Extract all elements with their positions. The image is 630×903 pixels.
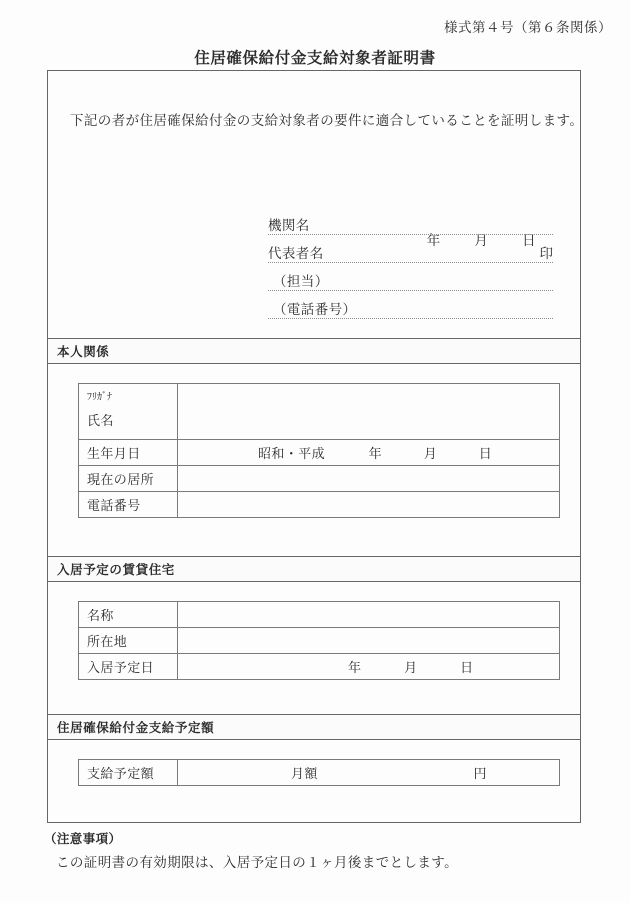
person-birthdate-month-label: 月 [423,446,438,461]
issuer-phone-seal [549,318,553,319]
person-info-table [78,383,560,518]
notes-body: この証明書の有効期限は、入居予定日の１ヶ月後までとします。 [56,855,459,870]
issuer-organization-label: 機関名 [268,218,310,233]
issue-date-month-label: 月 [474,233,489,248]
table-row [79,466,560,492]
issuer-signature-block [268,207,553,319]
person-name-label-cell [79,384,178,440]
housing-location-input[interactable] [178,628,560,654]
person-current-residence-input[interactable] [178,466,560,492]
person-phone-label: 電話番号 [79,492,178,518]
section-header-amount [48,714,580,740]
table-row [79,384,560,440]
section-header-person [48,338,580,364]
housing-location-label: 所在地 [79,628,178,654]
monthly-amount-label: 月額 [291,766,318,781]
section-header-housing-label: 入居予定の賃貸住宅 [57,563,175,577]
issuer-phone-row[interactable] [268,291,553,319]
housing-info-table [78,601,560,680]
person-birthdate-input[interactable] [178,440,560,466]
person-name-input[interactable] [178,384,560,440]
table-row [79,760,560,786]
issue-date-year-label: 年 [426,233,441,248]
document-title: 住居確保給付金支給対象者証明書 [194,50,436,67]
housing-movein-date-input[interactable] [178,654,560,680]
issuer-contact-person-row[interactable] [268,263,553,291]
table-row [79,602,560,628]
person-birthdate-year-label: 年 [368,446,383,461]
issuer-representative-row[interactable] [268,235,553,263]
issuer-phone-label: （電話番号） [273,302,357,317]
housing-movein-month-label: 月 [404,660,418,675]
currency-unit-label: 円 [473,766,487,781]
issue-date-day-label: 日 [522,233,536,248]
issuer-organization-seal [549,234,553,235]
planned-amount-label: 支給予定額 [79,760,178,786]
section-header-housing [48,556,580,582]
housing-movein-day-label: 日 [460,660,474,675]
housing-movein-date-label: 入居予定日 [79,654,178,680]
person-phone-input[interactable] [178,492,560,518]
amount-info-table [78,759,560,786]
table-row [79,440,560,466]
person-name-label: 氏名 [87,413,114,428]
certification-sentence: 下記の者が住居確保給付金の支給対象者の要件に適合していることを証明します。 [70,113,584,128]
seal-mark-icon: 印 [539,246,553,261]
table-row [79,628,560,654]
notes-block [44,829,604,871]
form-number-label: 様式第４号（第６条関係） [444,20,612,35]
housing-name-input[interactable] [178,602,560,628]
person-furigana-label: ﾌﾘｶﾞﾅ [87,392,112,403]
issuer-contact-person-label: （担当） [273,274,329,289]
notes-title: （注意事項） [44,832,122,846]
person-current-residence-label: 現在の居所 [79,466,178,492]
table-row [79,492,560,518]
issuer-representative-label: 代表者名 [268,246,324,261]
housing-movein-year-label: 年 [348,660,362,675]
section-header-amount-label: 住居確保給付金支給予定額 [57,721,215,735]
form-outer-frame [47,70,584,823]
person-birthdate-era-label: 昭和・平成 [258,446,326,461]
issuer-contact-person-seal [549,290,553,291]
section-header-person-label: 本人関係 [57,345,110,359]
table-row [79,654,560,680]
housing-name-label: 名称 [79,602,178,628]
planned-amount-input[interactable] [178,760,560,786]
issuer-organization-row[interactable] [268,207,553,235]
person-birthdate-label: 生年月日 [79,440,178,466]
person-birthdate-day-label: 日 [478,446,493,461]
